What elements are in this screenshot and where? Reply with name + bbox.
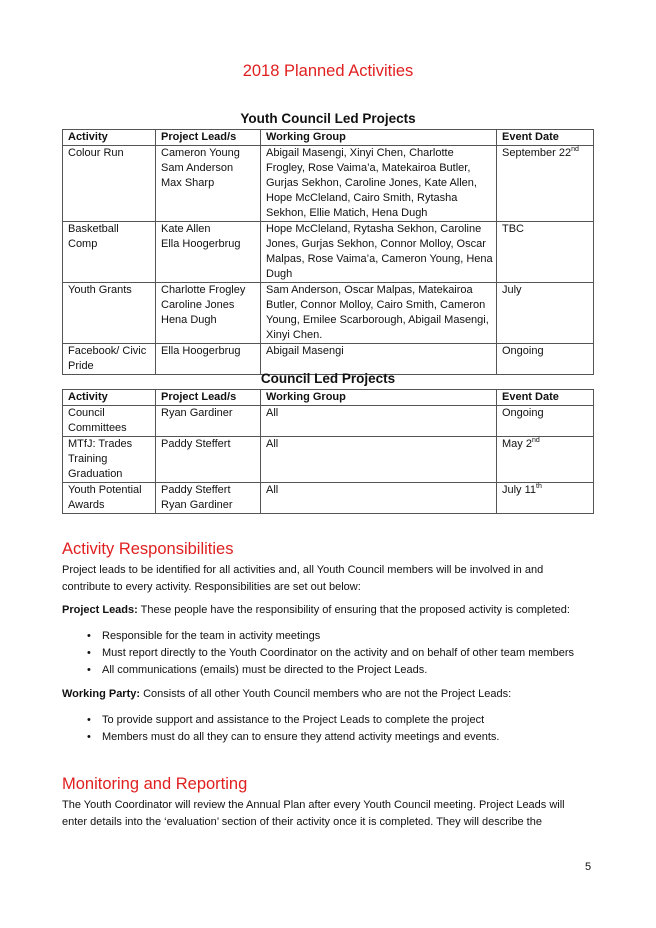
- project-leads-paragraph: [62, 602, 602, 619]
- activity-cell: [63, 146, 156, 222]
- cell-line: Young, Emilee Scarborough, Abigail Masengi,: [266, 314, 489, 326]
- council-projects-table: [62, 389, 594, 514]
- cell-line: Charlotte Frogley: [161, 284, 246, 296]
- project-leads-cell: [156, 222, 261, 283]
- youth-table-title: Youth Council Led Projects: [240, 111, 416, 126]
- date-ordinal-suffix: nd: [571, 146, 579, 153]
- cell-line: Abigail Masengi: [266, 345, 344, 357]
- date-ordinal-suffix: th: [536, 483, 542, 490]
- event-date-cell: [497, 283, 594, 344]
- column-header-working-group: Working Group: [261, 390, 497, 406]
- list-item-text: Responsible for the team in activity meetings: [102, 630, 321, 642]
- cell-line: Cameron Young: [161, 147, 240, 159]
- cell-line: All: [266, 484, 279, 496]
- cell-line: Ella Hoogerbrug: [161, 345, 241, 357]
- bullet-icon: •: [87, 714, 91, 726]
- working-party-list: [62, 712, 499, 746]
- cell-line: Graduation: [68, 468, 123, 480]
- cell-line: Caroline Jones: [161, 299, 235, 311]
- project-leads-list: [62, 628, 574, 679]
- cell-line: Basketball: [68, 223, 119, 235]
- cell-line: Facebook/ Civic: [68, 345, 147, 357]
- cell-line: Youth Grants: [68, 284, 132, 296]
- cell-line: MTfJ: Trades: [68, 438, 133, 450]
- list-item-text: Must report directly to the Youth Coordinator on the activity and on behalf of other team members: [102, 647, 575, 659]
- project-leads-cell: [156, 344, 261, 375]
- activity-cell: [63, 283, 156, 344]
- working-group-cell: [261, 483, 497, 514]
- cell-line: Youth Potential: [68, 484, 142, 496]
- bullet-icon: •: [87, 630, 91, 642]
- event-date: TBC: [502, 223, 524, 235]
- page-number: 5: [585, 861, 592, 873]
- cell-line: Committees: [68, 422, 127, 434]
- activity-cell: [63, 483, 156, 514]
- working-group-cell: [261, 146, 497, 222]
- cell-line: Kate Allen: [161, 223, 211, 235]
- responsibilities-heading: Activity Responsibilities: [62, 540, 234, 558]
- cell-line: Xinyi Chen.: [266, 329, 323, 341]
- cell-line: Jones, Gurjas Sekhon, Connor Molloy, Oscar: [266, 238, 486, 250]
- table-row: [63, 437, 594, 483]
- cell-line: Malpas, Rose Vaima’a, Cameron Young, Hena: [266, 253, 493, 265]
- cell-line: Paddy Steffert: [161, 438, 231, 450]
- table-row: [63, 344, 594, 375]
- event-date: May 2: [502, 438, 532, 450]
- cell-line: Hena Dugh: [161, 314, 217, 326]
- project-leads-cell: [156, 283, 261, 344]
- monitoring-paragraph: [62, 797, 602, 831]
- cell-line: Pride: [68, 360, 94, 372]
- project-leads-cell: [156, 483, 261, 514]
- column-header-activity: Activity: [63, 390, 156, 406]
- council-table-title: Council Led Projects: [260, 371, 396, 386]
- event-date-cell: [497, 344, 594, 375]
- cell-line: Paddy Steffert: [161, 484, 231, 496]
- event-date-cell: [497, 406, 594, 437]
- monitoring-heading: Monitoring and Reporting: [62, 775, 248, 793]
- project-leads-cell: [156, 406, 261, 437]
- cell-line: Comp: [68, 238, 98, 250]
- responsibilities-intro: [62, 562, 602, 596]
- monitoring-line: enter details into the ‘evaluation’ section of their activity once it is completed. They will describe the: [62, 816, 542, 828]
- page-title: 2018 Planned Activities: [242, 62, 414, 80]
- list-item: [62, 662, 574, 679]
- column-header-project-leads: Project Lead/s: [156, 130, 261, 146]
- list-item-text: Members must do all they can to ensure they attend activity meetings and events.: [102, 731, 500, 743]
- activity-cell: [63, 406, 156, 437]
- event-date: July: [502, 284, 522, 296]
- working-group-cell: [261, 406, 497, 437]
- project-leads-text: These people have the responsibility of ensuring that the proposed activity is completed:: [137, 604, 570, 616]
- cell-line: Ryan Gardiner: [161, 499, 233, 511]
- table-row: [63, 483, 594, 514]
- cell-line: Sam Anderson, Oscar Malpas, Matekairoa: [266, 284, 473, 296]
- cell-line: Gurjas Sekhon, Caroline Jones, Kate Allen,: [266, 177, 477, 189]
- cell-line: Ryan Gardiner: [161, 407, 233, 419]
- cell-line: Training: [68, 453, 108, 465]
- intro-line: contribute to every activity. Responsibilities are set out below:: [62, 581, 361, 593]
- table-header-row: [63, 390, 594, 406]
- cell-line: Hope McCleland, Cairo Smith, Rytasha: [266, 192, 458, 204]
- cell-line: Dugh: [266, 268, 293, 280]
- cell-line: Sekhon, Ellie Matich, Hena Dugh: [266, 207, 428, 219]
- working-group-cell: [261, 437, 497, 483]
- project-leads-cell: [156, 437, 261, 483]
- table-row: [63, 146, 594, 222]
- working-party-label: Working Party:: [62, 688, 141, 700]
- column-header-activity: Activity: [63, 130, 156, 146]
- list-item: [62, 628, 574, 645]
- youth-projects-table: [62, 129, 594, 375]
- working-group-cell: [261, 222, 497, 283]
- event-date-cell: [497, 222, 594, 283]
- bullet-icon: •: [87, 664, 91, 676]
- date-ordinal-suffix: nd: [531, 437, 540, 444]
- event-date-cell: [497, 146, 594, 222]
- table-row: [63, 283, 594, 344]
- list-item-text: All communications (emails) must be directed to the Project Leads.: [102, 664, 428, 676]
- activity-cell: [63, 437, 156, 483]
- cell-line: Abigail Masengi, Xinyi Chen, Charlotte: [266, 147, 454, 159]
- cell-line: Hope McCleland, Rytasha Sekhon, Caroline: [266, 223, 482, 235]
- cell-line: Council: [68, 407, 105, 419]
- intro-line: Project leads to be identified for all activities and, all Youth Council members will be involved in and: [62, 564, 544, 576]
- project-leads-cell: [156, 146, 261, 222]
- cell-line: All: [266, 407, 279, 419]
- cell-line: Ella Hoogerbrug: [161, 238, 241, 250]
- bullet-icon: •: [87, 647, 91, 659]
- event-date: Ongoing: [502, 345, 544, 357]
- cell-line: Frogley, Rose Vaima’a, Matekairoa Butler,: [266, 162, 471, 174]
- list-item: [62, 712, 499, 729]
- bullet-icon: •: [87, 731, 91, 743]
- working-group-cell: [261, 344, 497, 375]
- working-group-cell: [261, 283, 497, 344]
- event-date: Ongoing: [502, 407, 544, 419]
- column-header-working-group: Working Group: [261, 130, 497, 146]
- activity-cell: [63, 344, 156, 375]
- event-date: July 11: [502, 484, 537, 496]
- cell-line: Butler, Connor Molloy, Cairo Smith, Cameron: [266, 299, 486, 311]
- list-item: [62, 645, 574, 662]
- cell-line: All: [266, 438, 279, 450]
- working-party-paragraph: [62, 686, 602, 703]
- table-header-row: [63, 130, 594, 146]
- event-date-cell: [497, 437, 594, 483]
- column-header-project-leads: Project Lead/s: [156, 390, 261, 406]
- list-item: [62, 729, 499, 746]
- activity-cell: [63, 222, 156, 283]
- working-party-text: Consists of all other Youth Council members who are not the Project Leads:: [140, 688, 512, 700]
- list-item-text: To provide support and assistance to the Project Leads to complete the project: [102, 714, 485, 726]
- column-header-event-date: Event Date: [497, 130, 594, 146]
- event-date: September 22: [502, 147, 572, 159]
- cell-line: Max Sharp: [161, 177, 215, 189]
- table-row: [63, 222, 594, 283]
- event-date-cell: [497, 483, 594, 514]
- cell-line: Sam Anderson: [161, 162, 234, 174]
- table-row: [63, 406, 594, 437]
- cell-line: Colour Run: [68, 147, 124, 159]
- project-leads-label: Project Leads:: [62, 604, 138, 616]
- cell-line: Awards: [68, 499, 105, 511]
- monitoring-line: The Youth Coordinator will review the Annual Plan after every Youth Council meeting. Project Leads will: [62, 799, 565, 811]
- column-header-event-date: Event Date: [497, 390, 594, 406]
